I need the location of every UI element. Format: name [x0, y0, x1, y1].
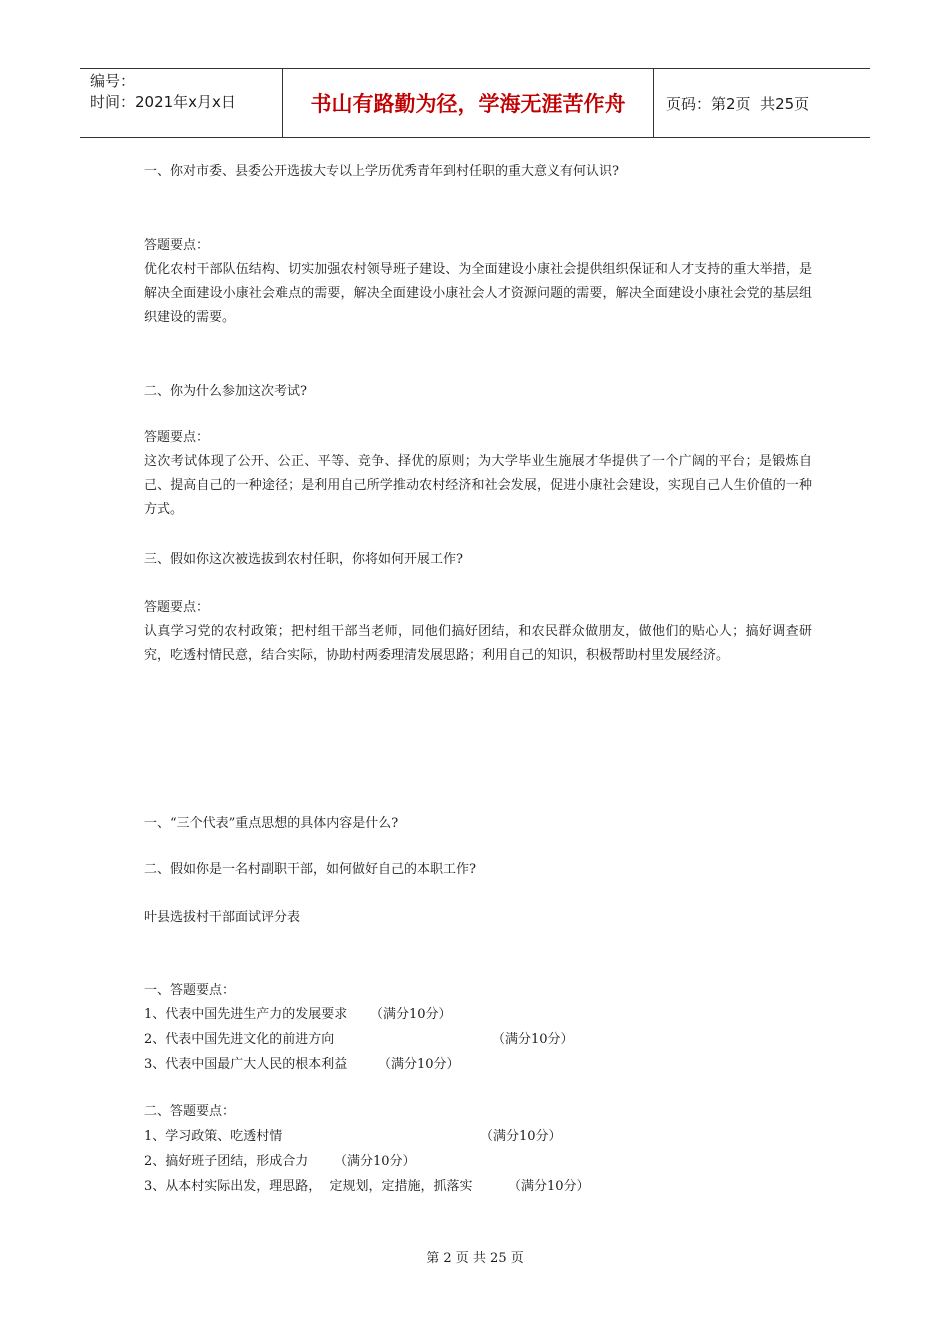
- number-label: 编号：: [90, 72, 136, 90]
- part-1-item-2: 2、代表中国先进文化的前进方向: [144, 1032, 335, 1047]
- part-2-item-1-score: （满分10分）: [480, 1129, 562, 1144]
- page-info-text: 页码：第2页 共25页: [666, 94, 810, 113]
- question-three-represents: 一、“三个代表”重点思想的具体内容是什么?: [144, 816, 399, 831]
- answer-3-label: 答题要点：: [144, 600, 210, 615]
- question-vice-cadre: 二、假如你是一名村副职干部，如何做好自己的本职工作?: [144, 862, 476, 877]
- part-2-item-2-score: （满分10分）: [334, 1154, 416, 1169]
- part-2-item-2: 2、搞好班子团结，形成合力: [144, 1154, 309, 1169]
- motto: 书山有路勤为径，学海无涯苦作舟: [282, 69, 654, 137]
- document-header: [80, 68, 870, 138]
- question-1: 一、你对市委、县委公开选拔大专以上学历优秀青年到村任职的重大意义有何认识?: [144, 164, 619, 179]
- question-2: 二、你为什么参加这次考试?: [144, 384, 307, 399]
- page-footer: 第 2 页 共 25 页: [426, 1251, 524, 1266]
- part-1-item-2-score: （满分10分）: [492, 1032, 574, 1047]
- part-1-item-3: 3、代表中国最广大人民的根本利益: [144, 1057, 348, 1072]
- answer-1-label: 答题要点：: [144, 238, 210, 253]
- part-2-label: 二、答题要点：: [144, 1104, 236, 1119]
- header-page-info: [654, 69, 870, 137]
- answer-3-text: 认真学习党的农村政策；把村组干部当老师，同他们搞好团结，和农民群众做朋友，做他们的贴心人；搞好调查研究，吃透村情民意，结合实际，协助村两委理清发展思路；利用自己的知识，积极帮助村里发展经济。: [144, 624, 812, 663]
- question-3: 三、假如你这次被选拔到农村任职，你将如何开展工作?: [144, 552, 463, 567]
- part-1-item-3-score: （满分10分）: [378, 1057, 460, 1072]
- part-2-item-1: 1、学习政策、吃透村情: [144, 1129, 283, 1144]
- answer-2-text: 这次考试体现了公开、公正、平等、竞争、择优的原则；为大学毕业生施展才华提供了一个广阔的平台；是锻炼自己、提高自己的一种途径；是利用自己所学推动农村经济和社会发展，促进小康社会建设，实现自己人生价值的一种方式。: [144, 454, 812, 517]
- part-2-item-3: 3、从本村实际出发，理思路， 定规划，定措施，抓落实: [144, 1179, 473, 1194]
- score-sheet-title: 叶县选拔村干部面试评分表: [144, 910, 301, 925]
- time-label: 时间：2021年x月x日: [90, 93, 236, 111]
- answer-2-label: 答题要点：: [144, 430, 210, 445]
- header-left-cell: [80, 69, 282, 137]
- part-1-item-1-score: （满分10分）: [370, 1007, 452, 1022]
- part-2-item-3-score: （满分10分）: [508, 1179, 590, 1194]
- part-1-item-1: 1、代表中国先进生产力的发展要求: [144, 1007, 348, 1022]
- answer-1-text: 优化农村干部队伍结构、切实加强农村领导班子建设、为全面建设小康社会提供组织保证和人才支持的重大举措，是解决全面建设小康社会难点的需要，解决全面建设小康社会人才资源问题的需要，解决全面建设小康社会党的基层组织建设的需要。: [144, 262, 812, 325]
- part-1-label: 一、答题要点：: [144, 983, 236, 998]
